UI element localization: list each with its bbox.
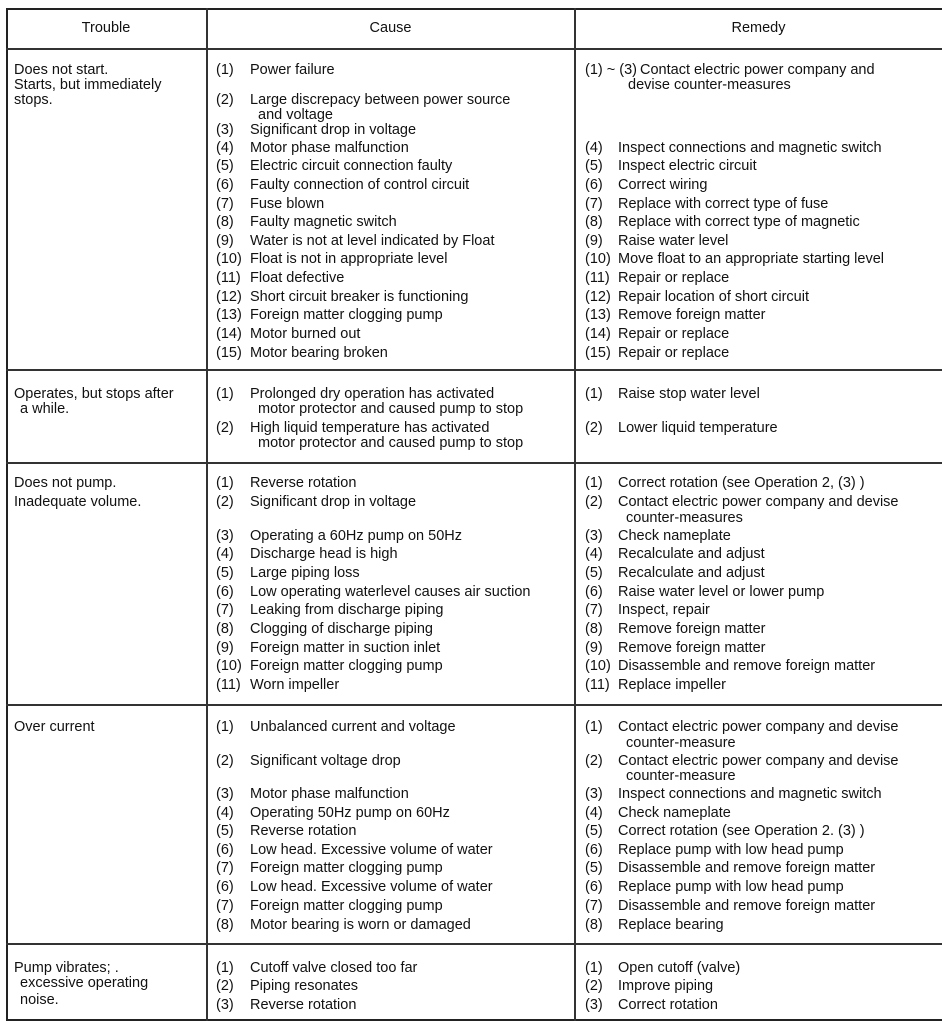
cause-text: motor protector and caused pump to stop (258, 435, 524, 451)
cause-text: Low operating waterlevel causes air suction (250, 584, 531, 600)
cause-number: (2) (216, 753, 234, 769)
cause-text: Foreign matter clogging pump (250, 307, 443, 323)
cause-text: Significant voltage drop (250, 753, 401, 769)
remedy-text: Remove foreign matter (618, 640, 766, 656)
cause-number: (1) (216, 719, 234, 735)
remedy-number: (15) (585, 345, 611, 361)
remedy-text: Check nameplate (618, 528, 731, 544)
remedy-number: (5) (585, 860, 603, 876)
cause-number: (7) (216, 860, 234, 876)
remedy-text: Contact electric power company and devise (618, 753, 899, 769)
remedy-number: (1) (585, 475, 603, 491)
trouble-text: Does not start. (14, 62, 109, 78)
remedy-number: (13) (585, 307, 611, 323)
cause-number: (9) (216, 640, 234, 656)
cause-number: (7) (216, 196, 234, 212)
cause-number: (1) (216, 475, 234, 491)
cause-number: (8) (216, 621, 234, 637)
cause-number: (1) (216, 386, 234, 402)
remedy-number: (3) (585, 786, 603, 802)
row-divider (6, 704, 942, 706)
column-divider (206, 8, 208, 1021)
cause-number: (5) (216, 565, 234, 581)
remedy-number: (11) (585, 677, 610, 693)
cause-text: Water is not at level indicated by Float (250, 233, 495, 249)
remedy-text: Raise water level (618, 233, 729, 249)
remedy-number: (9) (585, 233, 603, 249)
remedy-text: Recalculate and adjust (618, 565, 765, 581)
cause-number: (2) (216, 92, 234, 108)
remedy-number: (8) (585, 214, 603, 230)
cause-text: Discharge head is high (250, 546, 398, 562)
remedy-number: (4) (585, 546, 603, 562)
cause-text: Faulty magnetic switch (250, 214, 397, 230)
trouble-text: Pump vibrates; . (14, 960, 119, 976)
remedy-number: (1) ~ (3) (585, 62, 637, 78)
cause-text: Fuse blown (250, 196, 325, 212)
cause-number: (4) (216, 805, 234, 821)
row-divider (6, 943, 942, 945)
remedy-text: counter-measure (626, 735, 736, 751)
cause-text: Motor phase malfunction (250, 140, 409, 156)
remedy-number: (7) (585, 898, 603, 914)
remedy-text: Remove foreign matter (618, 621, 766, 637)
remedy-text: Remove foreign matter (618, 307, 766, 323)
remedy-text: Replace impeller (618, 677, 726, 693)
remedy-text: Replace with correct type of fuse (618, 196, 829, 212)
cause-number: (4) (216, 140, 234, 156)
cause-text: Unbalanced current and voltage (250, 719, 456, 735)
cause-number: (1) (216, 960, 234, 976)
cause-number: (6) (216, 842, 234, 858)
cause-text: Reverse rotation (250, 475, 357, 491)
header-divider (6, 48, 942, 50)
remedy-text: Disassemble and remove foreign matter (618, 860, 876, 876)
remedy-number: (7) (585, 196, 603, 212)
remedy-text: Inspect connections and magnetic switch (618, 786, 882, 802)
remedy-number: (8) (585, 917, 603, 933)
remedy-text: Replace bearing (618, 917, 724, 933)
cause-text: Clogging of discharge piping (250, 621, 433, 637)
remedy-text: Repair or replace (618, 326, 730, 342)
cause-text: Electric circuit connection faulty (250, 158, 453, 174)
remedy-text: counter-measure (626, 768, 736, 784)
cause-number: (6) (216, 177, 234, 193)
remedy-text: Contact electric power company and devise (618, 494, 899, 510)
cause-number: (4) (216, 546, 234, 562)
column-divider (574, 8, 576, 1021)
cause-text: Motor phase malfunction (250, 786, 409, 802)
remedy-text: Improve piping (618, 978, 714, 994)
remedy-text: counter-measures (626, 510, 743, 526)
cause-text: Cutoff valve closed too far (250, 960, 418, 976)
remedy-text: Repair or replace (618, 270, 730, 286)
cause-text: Foreign matter clogging pump (250, 658, 443, 674)
cause-number: (7) (216, 898, 234, 914)
remedy-number: (6) (585, 879, 603, 895)
cause-text: Worn impeller (250, 677, 340, 693)
remedy-text: Move float to an appropriate starting level (618, 251, 884, 267)
remedy-number: (5) (585, 158, 603, 174)
remedy-number: (6) (585, 584, 603, 600)
remedy-number: (10) (585, 251, 611, 267)
remedy-text: devise counter-measures (628, 77, 791, 93)
cause-number: (15) (216, 345, 242, 361)
cause-number: (11) (216, 270, 241, 286)
remedy-text: Contact electric power company and devise (618, 719, 899, 735)
cause-number: (11) (216, 677, 241, 693)
remedy-number: (5) (585, 823, 603, 839)
remedy-text: Open cutoff (valve) (618, 960, 741, 976)
trouble-text: excessive operating (20, 975, 149, 991)
cause-text: Motor bearing is worn or damaged (250, 917, 471, 933)
remedy-text: Correct rotation (618, 997, 718, 1013)
remedy-number: (6) (585, 177, 603, 193)
trouble-text: Inadequate volume. (14, 494, 142, 510)
remedy-number: (1) (585, 719, 603, 735)
cause-text: Motor bearing broken (250, 345, 388, 361)
remedy-text: Replace pump with low head pump (618, 842, 844, 858)
cause-number: (6) (216, 879, 234, 895)
cause-number: (5) (216, 823, 234, 839)
header-cause: Cause (369, 20, 412, 36)
remedy-number: (7) (585, 602, 603, 618)
remedy-text: Disassemble and remove foreign matter (618, 898, 876, 914)
cause-text: motor protector and caused pump to stop (258, 401, 524, 417)
cause-text: Motor burned out (250, 326, 361, 342)
remedy-text: Correct wiring (618, 177, 708, 193)
remedy-number: (8) (585, 621, 603, 637)
trouble-text: a while. (20, 401, 70, 417)
cause-number: (8) (216, 214, 234, 230)
remedy-number: (14) (585, 326, 611, 342)
remedy-number: (6) (585, 842, 603, 858)
cause-number: (9) (216, 233, 234, 249)
remedy-text: Raise water level or lower pump (618, 584, 825, 600)
cause-text: Low head. Excessive volume of water (250, 879, 493, 895)
cause-text: Float defective (250, 270, 345, 286)
cause-number: (3) (216, 122, 234, 138)
trouble-text: Operates, but stops after (14, 386, 174, 402)
cause-text: Significant drop in voltage (250, 122, 417, 138)
cause-number: (3) (216, 997, 234, 1013)
cause-text: Large discrepacy between power source (250, 92, 511, 108)
cause-number: (6) (216, 584, 234, 600)
remedy-number: (4) (585, 805, 603, 821)
remedy-text: Lower liquid temperature (618, 420, 778, 436)
remedy-number: (3) (585, 997, 603, 1013)
remedy-number: (1) (585, 386, 603, 402)
cause-text: Power failure (250, 62, 335, 78)
remedy-text: Replace with correct type of magnetic (618, 214, 860, 230)
cause-text: High liquid temperature has activated (250, 420, 490, 436)
cause-number: (10) (216, 251, 242, 267)
cause-text: Operating 50Hz pump on 60Hz (250, 805, 450, 821)
remedy-number: (2) (585, 420, 603, 436)
cause-text: Float is not in appropriate level (250, 251, 448, 267)
cause-text: Large piping loss (250, 565, 360, 581)
cause-number: (8) (216, 917, 234, 933)
remedy-text: Recalculate and adjust (618, 546, 765, 562)
remedy-number: (3) (585, 528, 603, 544)
remedy-number: (10) (585, 658, 611, 674)
remedy-number: (2) (585, 753, 603, 769)
remedy-number: (9) (585, 640, 603, 656)
cause-number: (2) (216, 978, 234, 994)
row-divider (6, 369, 942, 371)
cause-number: (2) (216, 420, 234, 436)
cause-text: Prolonged dry operation has activated (250, 386, 495, 402)
cause-number: (5) (216, 158, 234, 174)
cause-text: Significant drop in voltage (250, 494, 417, 510)
trouble-text: Starts, but immediately (14, 77, 162, 93)
remedy-text: Inspect connections and magnetic switch (618, 140, 882, 156)
remedy-text: Inspect, repair (618, 602, 710, 618)
remedy-text: Raise stop water level (618, 386, 760, 402)
remedy-number: (1) (585, 960, 603, 976)
remedy-text: Disassemble and remove foreign matter (618, 658, 876, 674)
cause-number: (12) (216, 289, 242, 305)
cause-number: (3) (216, 786, 234, 802)
trouble-text: stops. (14, 92, 53, 108)
cause-text: Short circuit breaker is functioning (250, 289, 469, 305)
remedy-text: Repair or replace (618, 345, 730, 361)
cause-number: (7) (216, 602, 234, 618)
cause-text: Foreign matter clogging pump (250, 860, 443, 876)
cause-text: Reverse rotation (250, 997, 357, 1013)
cause-number: (3) (216, 528, 234, 544)
trouble-text: noise. (20, 992, 59, 1008)
remedy-number: (2) (585, 494, 603, 510)
remedy-text: Correct rotation (see Operation 2, (3) ) (618, 475, 865, 491)
remedy-text: Contact electric power company and (640, 62, 875, 78)
cause-number: (10) (216, 658, 242, 674)
cause-text: Faulty connection of control circuit (250, 177, 470, 193)
header-remedy: Remedy (731, 20, 786, 36)
cause-text: Low head. Excessive volume of water (250, 842, 493, 858)
remedy-number: (12) (585, 289, 611, 305)
remedy-text: Correct rotation (see Operation 2. (3) ) (618, 823, 865, 839)
cause-text: Reverse rotation (250, 823, 357, 839)
cause-text: Foreign matter in suction inlet (250, 640, 441, 656)
remedy-text: Replace pump with low head pump (618, 879, 844, 895)
row-divider (6, 462, 942, 464)
cause-text: and voltage (258, 107, 333, 123)
cause-number: (1) (216, 62, 234, 78)
trouble-text: Does not pump. (14, 475, 117, 491)
remedy-number: (11) (585, 270, 610, 286)
cause-number: (13) (216, 307, 242, 323)
cause-text: Foreign matter clogging pump (250, 898, 443, 914)
cause-text: Operating a 60Hz pump on 50Hz (250, 528, 462, 544)
remedy-number: (5) (585, 565, 603, 581)
remedy-text: Check nameplate (618, 805, 731, 821)
remedy-text: Repair location of short circuit (618, 289, 809, 305)
cause-text: Piping resonates (250, 978, 359, 994)
remedy-text: Inspect electric circuit (618, 158, 757, 174)
remedy-number: (2) (585, 978, 603, 994)
trouble-text: Over current (14, 719, 95, 735)
header-trouble: Trouble (81, 20, 131, 36)
cause-number: (14) (216, 326, 242, 342)
cause-text: Leaking from discharge piping (250, 602, 444, 618)
cause-number: (2) (216, 494, 234, 510)
remedy-number: (4) (585, 140, 603, 156)
